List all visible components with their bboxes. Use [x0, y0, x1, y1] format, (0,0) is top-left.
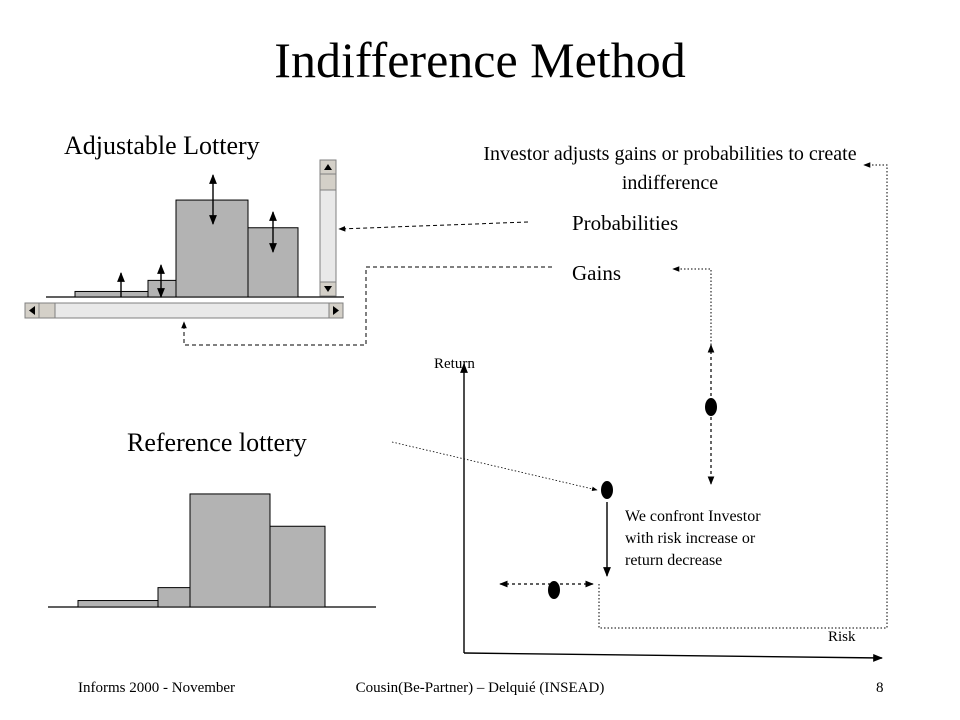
reference-lottery-bars — [78, 494, 325, 607]
reference-point — [601, 481, 613, 499]
slide-title: Indifference Method — [274, 32, 686, 88]
reference-bar-2 — [158, 588, 190, 607]
adjustable-bar-3 — [176, 200, 248, 297]
reference-bar-4 — [270, 526, 325, 607]
return-axis-label: Return — [434, 356, 475, 372]
adjustable-bar-2 — [148, 280, 176, 297]
adjustable-lottery-bars — [75, 200, 298, 297]
footer-page-number: 8 — [876, 680, 884, 696]
adjustable-bar-1 — [75, 291, 148, 297]
footer-event: Informs 2000 - November — [78, 680, 236, 696]
gains-scrollbar[interactable] — [25, 303, 343, 318]
probabilities-connector — [339, 222, 528, 229]
gains-label: Gains — [572, 261, 621, 285]
instruction-text: Investor adjusts gains or probabilities to create indifference — [483, 143, 857, 194]
risk-axis-label: Risk — [828, 629, 856, 645]
risk-axis — [464, 653, 882, 658]
confront-note: We confront Investor with risk increase or return decrease — [625, 508, 761, 569]
adjustable-lottery-label: Adjustable Lottery — [64, 131, 260, 160]
probabilities-scrollbar[interactable] — [320, 160, 336, 296]
footer-authors: Cousin(Be-Partner) – Delquié (INSEAD) — [355, 680, 605, 696]
reference-bar-3 — [190, 494, 270, 607]
reference-lottery-label: Reference lottery — [127, 428, 307, 457]
reference-bar-1 — [78, 601, 158, 607]
reference-connector — [392, 442, 597, 490]
horizontal-scroll-thumb[interactable] — [39, 303, 55, 318]
vertical-scroll-thumb[interactable] — [320, 174, 336, 190]
probabilities-label: Probabilities — [572, 211, 679, 235]
gains-feedback-path — [673, 269, 711, 345]
instruction-feedback-path — [599, 165, 887, 628]
